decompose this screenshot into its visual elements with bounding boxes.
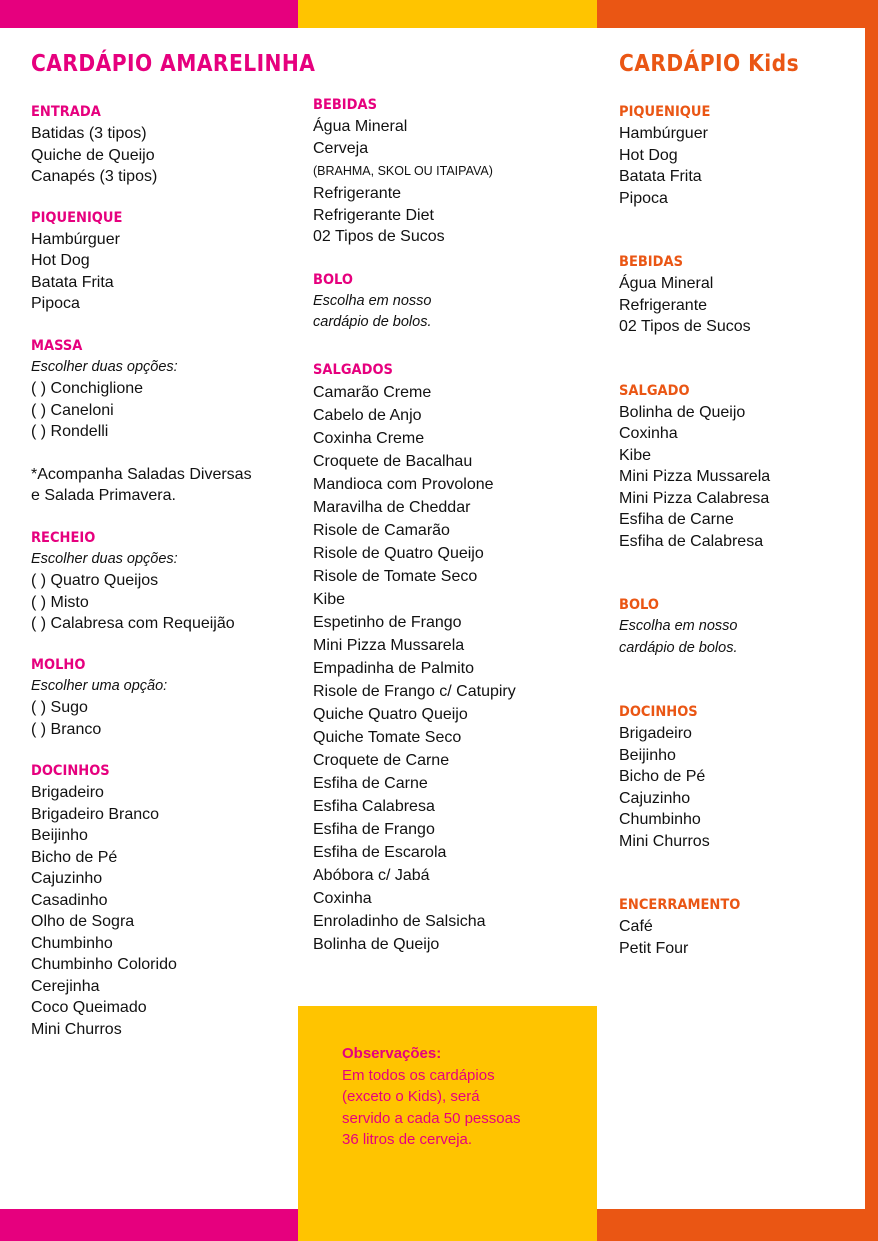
list-item: Esfiha de Escarola bbox=[313, 843, 447, 861]
top-pink-band bbox=[0, 0, 298, 28]
kids-bebidas-title: BEBIDAS bbox=[619, 254, 683, 270]
massa-section bbox=[31, 336, 296, 507]
bebidas-title: BEBIDAS bbox=[313, 97, 377, 113]
list-item: Hot Dog bbox=[31, 252, 90, 269]
list-item: ( ) Sugo bbox=[31, 699, 88, 716]
kids-title: CARDÁPIO Kids bbox=[619, 51, 800, 77]
salgados-list bbox=[313, 381, 593, 956]
observacoes-line: 36 litros de cerveja. bbox=[342, 1131, 473, 1148]
list-item: ( ) Calabresa com Requeijão bbox=[31, 615, 235, 632]
list-item: ( ) Rondelli bbox=[31, 423, 109, 440]
observacoes-line: (exceto o Kids), será bbox=[342, 1088, 480, 1105]
amarelinha-title: CARDÁPIO AMARELINHA bbox=[31, 51, 316, 77]
list-item: Batidas (3 tipos) bbox=[31, 125, 147, 142]
list-item: Bolinha de Queijo bbox=[619, 403, 746, 421]
kids-docinhos-section bbox=[619, 702, 859, 852]
observacoes-box bbox=[298, 1006, 597, 1209]
entrada-section bbox=[31, 102, 296, 188]
list-item: Risole de Camarão bbox=[313, 521, 450, 539]
list-item: Quiche de Queijo bbox=[31, 146, 155, 164]
list-item: Kibe bbox=[619, 446, 652, 464]
list-item: Kibe bbox=[313, 590, 346, 608]
piquenique-title: PIQUENIQUE bbox=[31, 209, 123, 226]
list-item: Chumbinho bbox=[619, 811, 701, 828]
docinhos-list bbox=[31, 782, 296, 1040]
kids-piquenique-section bbox=[619, 102, 859, 209]
bolo-title: BOLO bbox=[313, 271, 353, 288]
list-item: Abóbora c/ Jabá bbox=[313, 866, 430, 884]
molho-list bbox=[31, 697, 296, 740]
list-item: Hambúrguer bbox=[31, 230, 120, 248]
kids-bebidas-section bbox=[619, 252, 859, 338]
bolo-note-line: Escolha em nosso bbox=[313, 292, 432, 309]
list-item: ( ) Quatro Queijos bbox=[31, 572, 159, 589]
kids-piquenique-title: PIQUENIQUE bbox=[619, 104, 711, 120]
list-item: Esfiha de Carne bbox=[619, 511, 734, 528]
list-item: Cabelo de Anjo bbox=[313, 406, 422, 424]
list-item: Mini Pizza Mussarela bbox=[313, 636, 465, 654]
list-item: Maravilha de Cheddar bbox=[313, 498, 471, 516]
massa-accompaniment-note bbox=[31, 464, 296, 507]
list-item: Chumbinho Colorido bbox=[31, 956, 177, 973]
list-item: Croquete de Carne bbox=[313, 751, 450, 769]
list-item: Bolinha de Queijo bbox=[313, 935, 440, 953]
recheio-list bbox=[31, 570, 296, 635]
list-item: Mini Pizza Mussarela bbox=[619, 468, 771, 485]
list-item: Mini Churros bbox=[31, 1020, 122, 1038]
kids-bolo-title: BOLO bbox=[619, 597, 659, 613]
kids-column bbox=[619, 50, 859, 959]
list-item: Espetinho de Frango bbox=[313, 613, 462, 631]
list-item: Hot Dog bbox=[619, 146, 678, 164]
recheio-section bbox=[31, 528, 296, 635]
kids-encerramento-title: ENCERRAMENTO bbox=[619, 897, 741, 913]
list-item: Beijinho bbox=[619, 746, 676, 764]
bebidas-section bbox=[313, 95, 593, 248]
list-item: Coxinha Creme bbox=[313, 429, 425, 447]
accompaniment-line: *Acompanha Saladas Diversas bbox=[31, 465, 252, 483]
bottom-yellow-band bbox=[298, 1209, 597, 1241]
list-item: Bicho de Pé bbox=[31, 848, 118, 866]
list-item: Mini Pizza Calabresa bbox=[619, 489, 770, 507]
list-item: Brigadeiro bbox=[31, 784, 104, 801]
observacoes-line: Em todos os cardápios bbox=[342, 1066, 495, 1084]
list-item: Pipoca bbox=[619, 189, 668, 207]
list-item: Coxinha bbox=[619, 425, 678, 442]
entrada-title: ENTRADA bbox=[31, 104, 101, 120]
kids-encerramento-list bbox=[619, 916, 859, 959]
list-item: Quiche Tomate Seco bbox=[313, 728, 462, 746]
list-item: Batata Frita bbox=[619, 168, 702, 185]
list-item: ( ) Caneloni bbox=[31, 401, 114, 419]
recheio-note: Escolher duas opções: bbox=[31, 550, 178, 567]
docinhos-section bbox=[31, 761, 296, 1040]
list-item: Olho de Sogra bbox=[31, 913, 135, 930]
beer-brands-note: (BRAHMA, SKOL OU ITAIPAVA) bbox=[313, 164, 493, 178]
bebidas-list-continued bbox=[313, 183, 593, 248]
massa-list bbox=[31, 378, 296, 443]
list-item: Pipoca bbox=[31, 295, 80, 312]
list-item: Enroladinho de Salsicha bbox=[313, 912, 486, 930]
bolo-note bbox=[313, 291, 593, 334]
kids-bebidas-list bbox=[619, 273, 859, 338]
list-item: Brigadeiro bbox=[619, 725, 692, 742]
bolo-section bbox=[313, 270, 593, 334]
recheio-title: RECHEIO bbox=[31, 529, 96, 546]
list-item: Coco Queimado bbox=[31, 999, 147, 1016]
list-item: Beijinho bbox=[31, 827, 88, 844]
list-item: Canapés (3 tipos) bbox=[31, 168, 158, 185]
bottom-orange-band bbox=[597, 1209, 878, 1241]
observacoes-line: servido a cada 50 pessoas bbox=[342, 1109, 521, 1127]
bebidas-list bbox=[313, 116, 593, 159]
list-item: Quiche Quatro Queijo bbox=[313, 705, 468, 723]
list-item: Casadinho bbox=[31, 891, 108, 909]
list-item: Refrigerante bbox=[619, 296, 708, 314]
kids-bolo-note bbox=[619, 616, 859, 659]
kids-salgado-list bbox=[619, 402, 859, 553]
list-item: Cerveja bbox=[313, 139, 369, 157]
list-item: Camarão Creme bbox=[313, 383, 432, 401]
accompaniment-line: e Salada Primavera. bbox=[31, 487, 176, 504]
kids-bolo-note-line: cardápio de bolos. bbox=[619, 639, 738, 656]
kids-salgado-title: SALGADO bbox=[619, 382, 690, 399]
list-item: 02 Tipos de Sucos bbox=[619, 318, 751, 335]
list-item: Refrigerante Diet bbox=[313, 206, 434, 224]
list-item: Risole de Frango c/ Catupiry bbox=[313, 682, 516, 700]
molho-note: Escolher uma opção: bbox=[31, 677, 168, 694]
list-item: Água Mineral bbox=[619, 275, 714, 292]
massa-note: Escolher duas opções: bbox=[31, 358, 178, 375]
observacoes-text bbox=[342, 1043, 572, 1151]
molho-section bbox=[31, 655, 296, 741]
entrada-list bbox=[31, 123, 296, 188]
list-item: Café bbox=[619, 918, 653, 935]
list-item: Petit Four bbox=[619, 939, 689, 957]
piquenique-section bbox=[31, 208, 296, 315]
list-item: Esfiha Calabresa bbox=[313, 797, 435, 815]
list-item: ( ) Branco bbox=[31, 720, 102, 738]
list-item: Risole de Quatro Queijo bbox=[313, 544, 484, 562]
list-item: Mini Churros bbox=[619, 832, 710, 850]
salgados-title: SALGADOS bbox=[313, 361, 393, 378]
list-item: Cajuzinho bbox=[619, 789, 691, 807]
list-item: Água Mineral bbox=[313, 118, 408, 135]
list-item: Batata Frita bbox=[31, 273, 114, 291]
kids-piquenique-list bbox=[619, 123, 859, 209]
bolo-note-line: cardápio de bolos. bbox=[313, 314, 432, 330]
list-item: Esfiha de Calabresa bbox=[619, 532, 764, 550]
list-item: Esfiha de Carne bbox=[313, 774, 428, 792]
amarelinha-column-left bbox=[31, 50, 316, 1040]
top-orange-band bbox=[597, 0, 878, 28]
list-item: Cerejinha bbox=[31, 977, 100, 995]
list-item: Mandioca com Provolone bbox=[313, 475, 494, 493]
list-item: Brigadeiro Branco bbox=[31, 805, 160, 823]
list-item: Hambúrguer bbox=[619, 125, 708, 142]
salgados-section bbox=[313, 360, 593, 956]
list-item: Croquete de Bacalhau bbox=[313, 452, 473, 470]
docinhos-title: DOCINHOS bbox=[31, 763, 110, 779]
list-item: ( ) Conchiglione bbox=[31, 380, 144, 397]
kids-bolo-section bbox=[619, 595, 859, 659]
piquenique-list bbox=[31, 229, 296, 315]
list-item: Empadinha de Palmito bbox=[313, 659, 474, 677]
kids-salgado-section bbox=[619, 381, 859, 553]
list-item: Chumbinho bbox=[31, 934, 113, 952]
kids-bolo-note-line: Escolha em nosso bbox=[619, 618, 738, 634]
amarelinha-column-middle bbox=[313, 95, 593, 956]
molho-title: MOLHO bbox=[31, 656, 86, 673]
list-item: ( ) Misto bbox=[31, 593, 89, 611]
massa-title: MASSA bbox=[31, 337, 83, 354]
observacoes-title: Observações: bbox=[342, 1045, 442, 1062]
kids-encerramento-section bbox=[619, 895, 859, 959]
top-yellow-band bbox=[298, 0, 597, 28]
list-item: Cajuzinho bbox=[31, 870, 103, 887]
list-item: Refrigerante bbox=[313, 185, 402, 202]
kids-docinhos-list bbox=[619, 723, 859, 852]
list-item: 02 Tipos de Sucos bbox=[313, 228, 445, 245]
bottom-pink-band bbox=[0, 1209, 298, 1241]
kids-docinhos-title: DOCINHOS bbox=[619, 704, 698, 720]
right-orange-border bbox=[865, 0, 878, 1241]
list-item: Esfiha de Frango bbox=[313, 820, 435, 838]
list-item: Bicho de Pé bbox=[619, 768, 706, 785]
list-item: Coxinha bbox=[313, 889, 372, 907]
list-item: Risole de Tomate Seco bbox=[313, 567, 478, 585]
